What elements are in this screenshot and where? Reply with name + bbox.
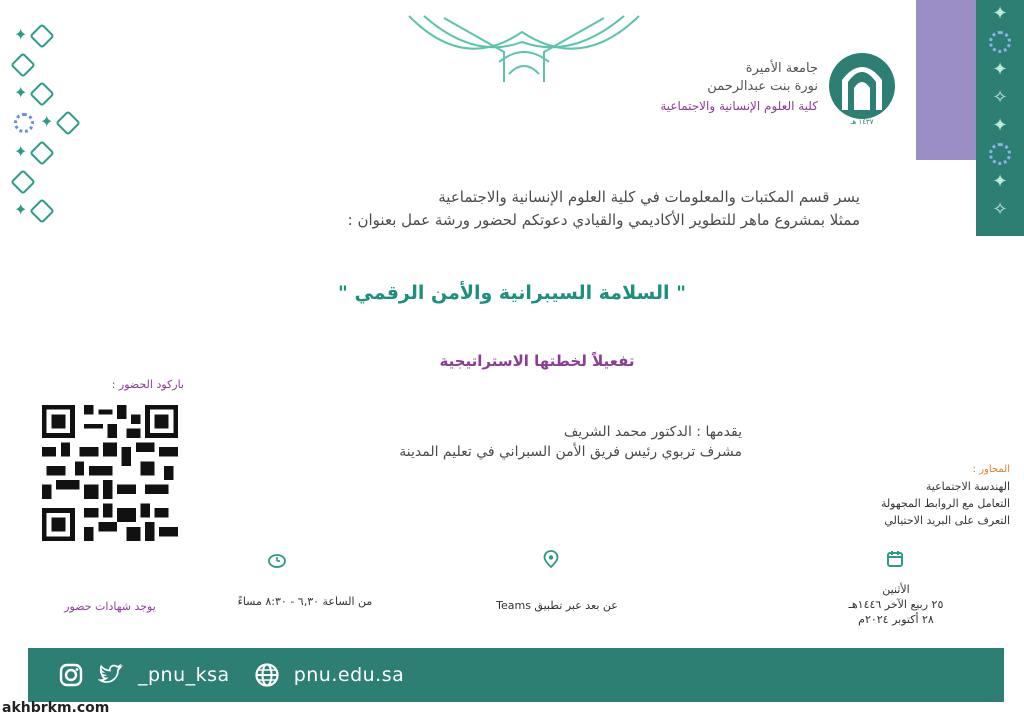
- left-ornament-column: [14, 26, 94, 230]
- star-ornament-icon: ✦: [40, 112, 54, 131]
- certificates-note: يوجد شهادات حضور: [64, 600, 156, 613]
- knot-ornament-icon: ✧: [992, 87, 1008, 108]
- knot-ornament-icon: ✧: [992, 199, 1008, 220]
- invitation-line1: يسر قسم المكتبات والمعلومات في كلية العلوم الإنسانية والاجتماعية: [438, 188, 860, 206]
- topic-item: الهندسة الاجتماعية: [925, 480, 1010, 493]
- star-ornament-icon: ✦: [14, 142, 28, 161]
- purple-band: [916, 0, 976, 160]
- university-name-line2: نورة بنت عبدالرحمن: [707, 79, 818, 94]
- flower-ornament-icon: [989, 143, 1011, 165]
- star-ornament-icon: ✦: [992, 3, 1008, 24]
- top-ornament-icon: [404, 12, 644, 84]
- workshop-title: " السلامة السيبرانية والأمن الرقمي ": [337, 282, 686, 304]
- flower-ornament-icon: [14, 113, 34, 133]
- college-name: كلية العلوم الإنسانية والاجتماعية: [660, 99, 818, 113]
- topics-block: [810, 462, 1010, 529]
- topic-item: التعرف على البريد الاحتيالي: [884, 514, 1010, 527]
- knot-ornament-icon: [10, 52, 35, 77]
- knot-ornament-icon: [30, 81, 55, 106]
- university-name-block: [660, 60, 818, 116]
- clock-icon: [268, 552, 286, 570]
- event-hijri-date: ٢٥ ربيع الآخر ١٤٤٦هـ: [848, 598, 944, 611]
- invitation-text: [160, 186, 860, 232]
- knot-ornament-icon: [10, 169, 35, 194]
- event-gregorian-date: ٢٨ أكتوبر ٢٠٢٤م: [858, 613, 934, 626]
- calendar-icon: [886, 550, 904, 568]
- logo-year: ١٤٣٧ هـ: [850, 118, 874, 126]
- presenter-title: مشرف تربوي رئيس فريق الأمن السبراني في تعليم المدينة: [399, 444, 742, 460]
- university-name-line1: جامعة الأميرة: [745, 61, 818, 76]
- topics-label: المحاور :: [972, 464, 1010, 475]
- twitter-bird-icon[interactable]: [98, 662, 124, 688]
- instagram-icon[interactable]: [58, 662, 84, 688]
- presenter-block: [302, 422, 742, 462]
- location-text: عن بعد عبر تطبيق Teams: [496, 599, 618, 612]
- flower-ornament-icon: [989, 31, 1011, 53]
- star-ornament-icon: ✦: [14, 83, 28, 102]
- watermark-text: akhbrkm.com: [2, 700, 110, 716]
- invitation-line2: ممثلا بمشروع ماهر للتطوير الأكاديمي والقيادي دعوتكم لحضور ورشة عمل بعنوان :: [347, 211, 860, 229]
- star-ornament-icon: ✦: [14, 25, 28, 44]
- star-ornament-icon: ✦: [992, 115, 1008, 136]
- time-text: من الساعة ٦,٣٠ - ٨:٣٠ مساءً: [237, 595, 373, 608]
- attendance-qr-code[interactable]: [42, 405, 178, 541]
- social-handle[interactable]: _pnu_ksa: [138, 664, 230, 686]
- website-link[interactable]: pnu.edu.sa: [293, 664, 405, 686]
- knot-ornament-icon: [30, 198, 55, 223]
- topic-item: التعامل مع الروابط المجهولة: [880, 497, 1010, 510]
- knot-ornament-icon: [30, 23, 55, 48]
- date-block: [826, 582, 966, 627]
- location-pin-icon: [542, 550, 560, 568]
- globe-icon[interactable]: [254, 662, 280, 688]
- knot-ornament-icon: [30, 140, 55, 165]
- university-logo: [826, 48, 898, 128]
- star-ornament-icon: ✦: [14, 200, 28, 219]
- star-ornament-icon: ✦: [992, 171, 1008, 192]
- footer-bar: [28, 648, 1004, 702]
- star-ornament-icon: ✦: [992, 59, 1008, 80]
- strategy-note: تفعيلاً لخطتها الاستراتيجية: [439, 352, 635, 370]
- green-ornament-strip: [976, 0, 1024, 236]
- event-day: الأثنين: [882, 583, 910, 596]
- qr-label: باركود الحضور :: [111, 378, 184, 391]
- presenter-name: يقدمها : الدكتور محمد الشريف: [563, 424, 742, 440]
- knot-ornament-icon: [56, 110, 81, 135]
